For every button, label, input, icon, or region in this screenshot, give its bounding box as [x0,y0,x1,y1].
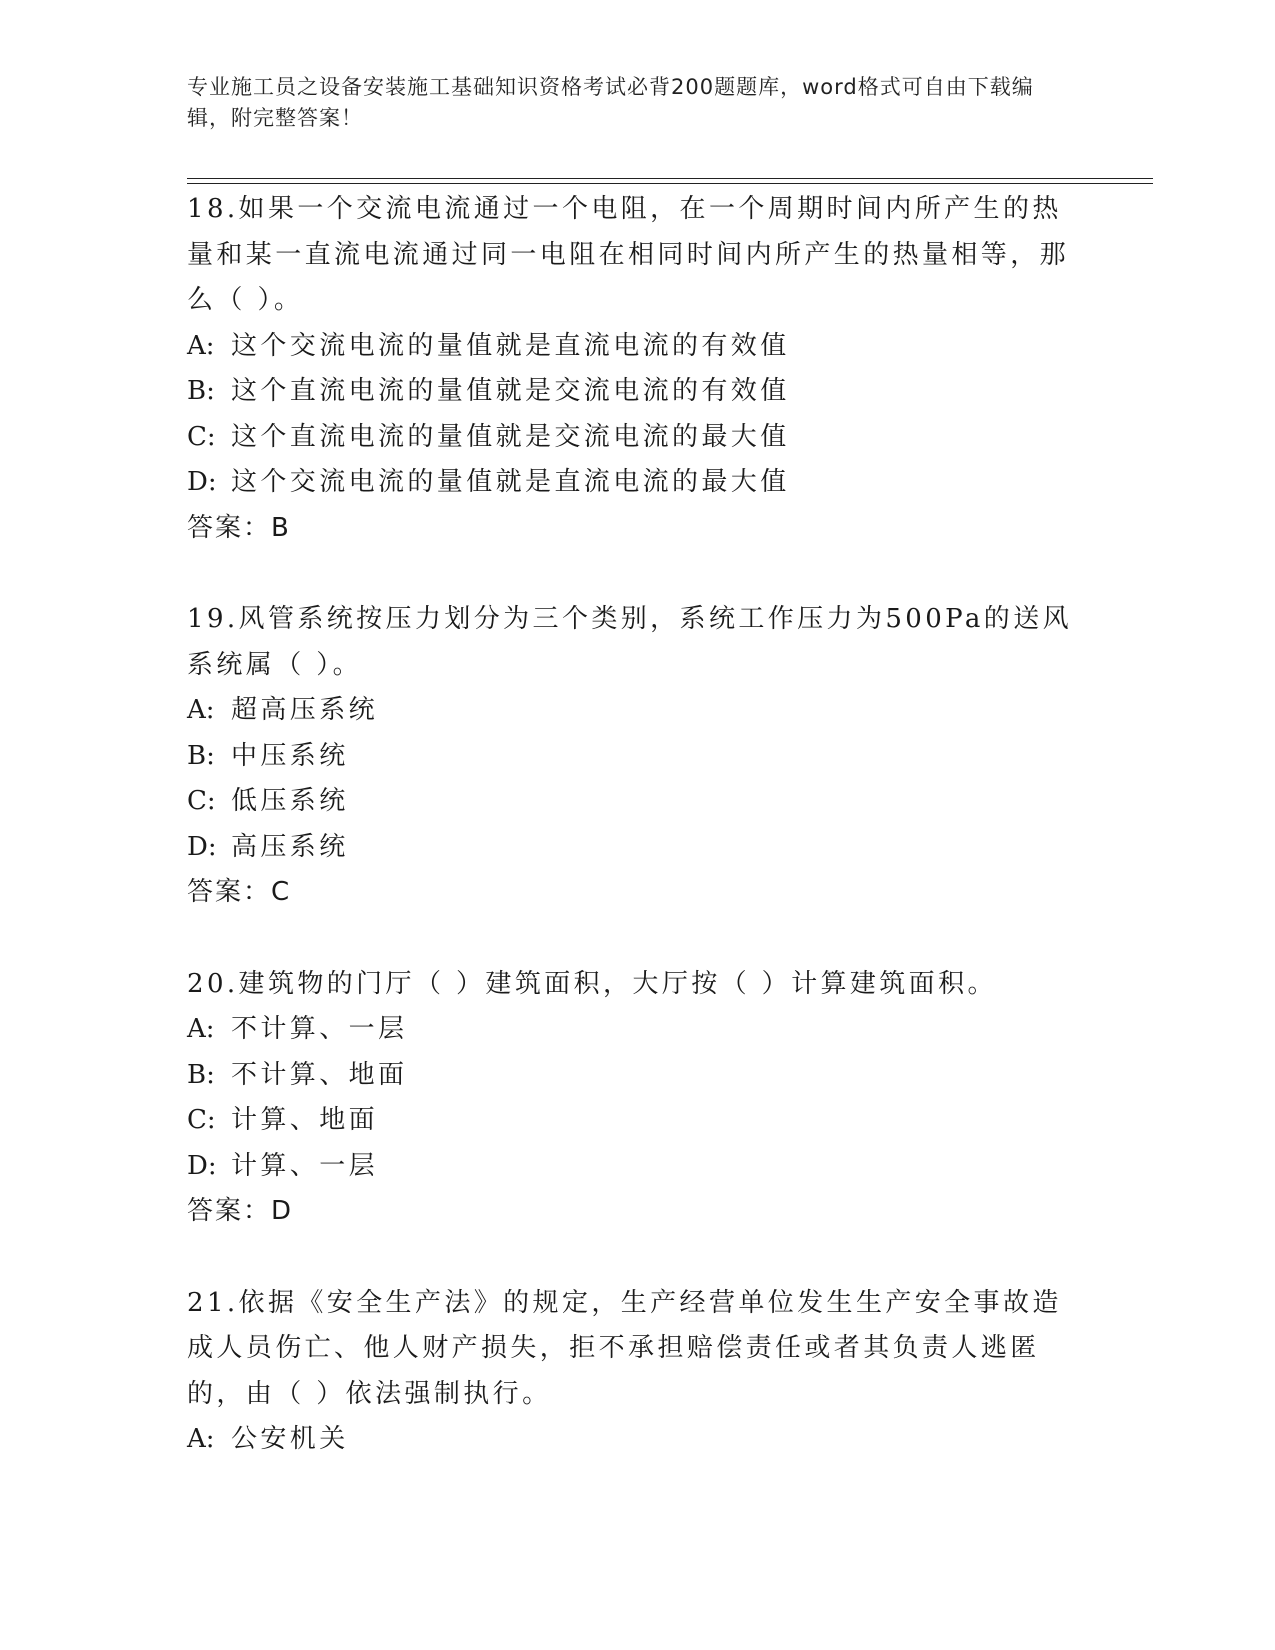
option-d [187,460,1087,506]
option-text: 超高压系统 [231,695,379,725]
header-divider-secondary [187,183,1153,184]
option-letter: A: [187,695,215,725]
option-text: 这个交流电流的量值就是直流电流的有效值 [231,330,790,361]
option-letter: D: [187,467,217,497]
option-text: 这个直流电流的量值就是交流电流的最大值 [231,421,790,452]
question-20 [187,962,1087,1235]
option-text: 计算、一层 [231,1150,379,1181]
option-b [187,369,1087,415]
option-c [187,779,1087,825]
option-text: 这个交流电流的量值就是直流电流的最大值 [231,467,790,497]
option-text: 不计算、地面 [231,1059,408,1090]
option-letter: A: [187,1424,215,1454]
option-letter: A: [187,1014,215,1044]
question-18 [187,187,1087,551]
question-spacer [187,916,1087,962]
question-spacer [187,551,1087,597]
option-letter: A: [187,330,215,361]
option-d [187,825,1087,871]
option-letter: C: [187,421,216,452]
option-text: 不计算、一层 [231,1014,408,1044]
option-letter: C: [187,1105,216,1135]
question-text: 19.风管系统按压力划分为三个类别，系统工作压力为500Pa的送风系统属（ ）。 [187,604,1073,680]
question-21 [187,1281,1087,1463]
answer-line: 答案：B [187,512,291,543]
question-text: 18.如果一个交流电流通过一个电阻，在一个周期时间内所产生的热量和某一直流电流通过同一电阻在相同时间内所产生的热量相等，那么（ ）。 [187,194,1070,315]
question-text: 20.建筑物的门厅（ ）建筑面积，大厅按（ ）计算建筑面积。 [187,968,997,999]
option-b [187,734,1087,780]
option-a [187,1007,1087,1053]
option-letter: B: [187,376,215,406]
option-c [187,415,1087,461]
option-text: 高压系统 [231,831,349,862]
question-19 [187,597,1087,916]
header-divider [187,178,1153,179]
option-text: 公安机关 [231,1424,349,1454]
question-list [187,187,1087,1463]
answer-line: 答案：D [187,1196,294,1226]
option-text: 中压系统 [231,740,349,771]
option-letter: C: [187,786,216,816]
option-b [187,1053,1087,1099]
question-spacer [187,1235,1087,1281]
answer-line: 答案：C [187,877,292,907]
option-text: 低压系统 [231,786,349,816]
option-text: 这个直流电流的量值就是交流电流的有效值 [231,376,790,406]
option-letter: B: [187,1059,215,1090]
option-text: 计算、地面 [231,1105,379,1135]
option-a [187,1417,1087,1463]
option-letter: B: [187,740,215,771]
question-text: 21.依据《安全生产法》的规定，生产经营单位发生生产安全事故造成人员伤亡、他人财产损失，拒不承担赔偿责任或者其负责人逃匿的，由（ ）依法强制执行。 [187,1287,1062,1409]
option-letter: D: [187,831,217,862]
option-letter: D: [187,1150,217,1181]
document-header: 专业施工员之设备安装施工基础知识资格考试必背200题题库，word格式可自由下载编辑，附完整答案！ [187,75,1034,130]
option-a [187,688,1087,734]
option-a [187,324,1087,370]
option-c [187,1098,1087,1144]
option-d [187,1144,1087,1190]
